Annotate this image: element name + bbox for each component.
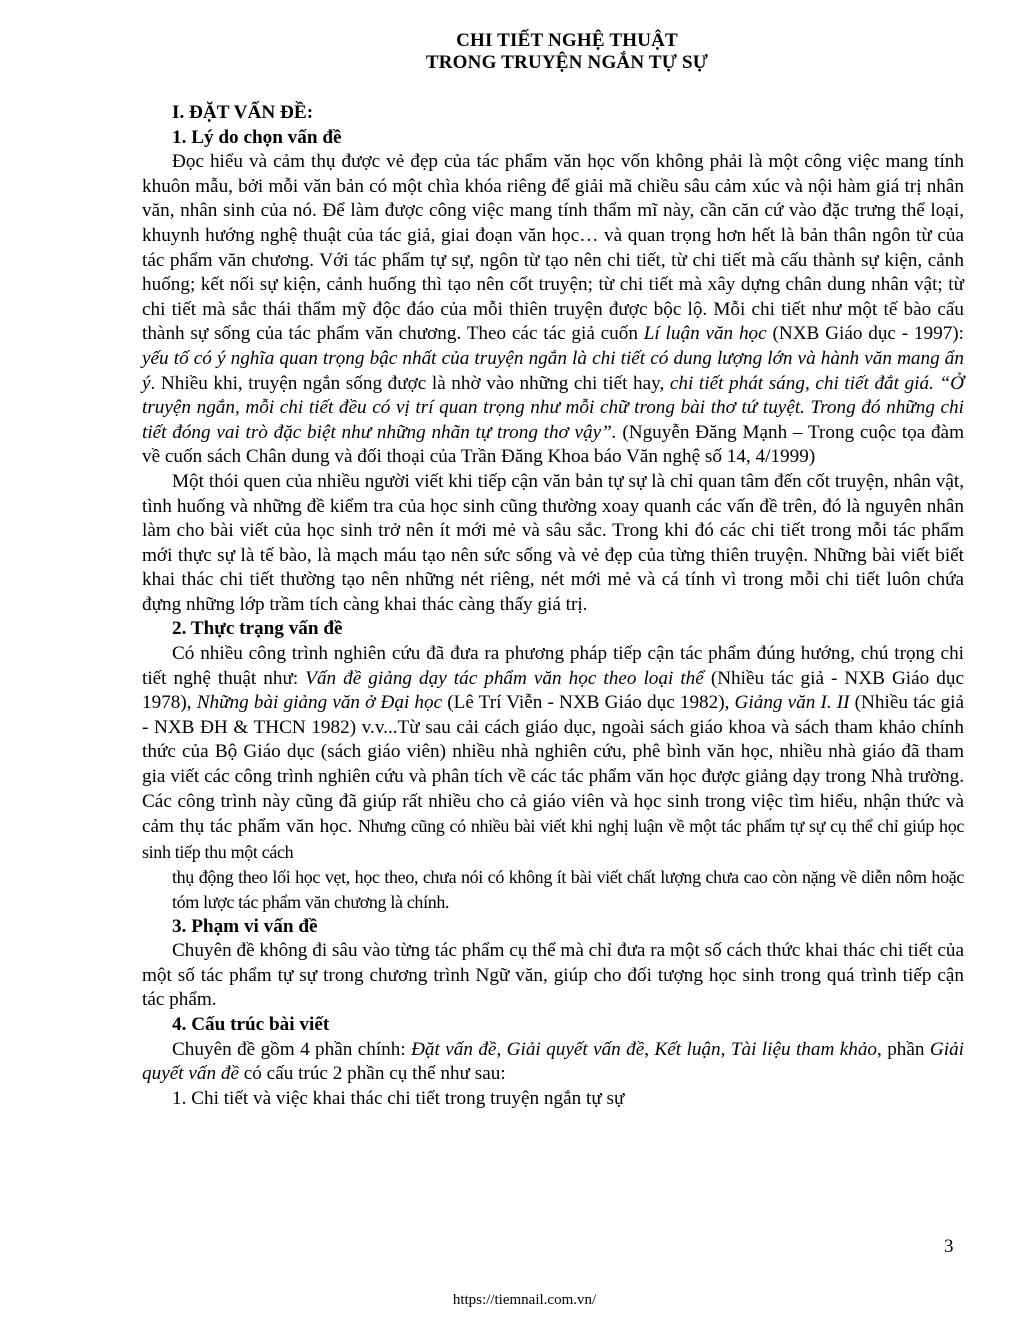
document-title-line-2: TRONG TRUYỆN NGẮN TỰ SỰ	[425, 52, 709, 73]
italic-run: yếu tố có ý nghĩa quan trọng bậc nhất của truyện ngắn là chi tiết có dung lượng lớn và hành văn mang ẩn ý	[142, 347, 964, 394]
italic-run: chi tiết phát sáng, chi tiết đắt giá. “Ở truyện ngắn, mỗi chi tiết đều có vị trí quan trọng như mỗi chữ trong bài thơ tứ tuyệt. Trong đó những chi tiết đóng vai trò đặc biệt như những nhãn tự trong thơ vậy”.	[142, 372, 965, 443]
text-run: có cấu trúc 2 phần cụ thể như sau:	[238, 1063, 506, 1085]
paragraph-6	[142, 1038, 964, 1087]
italic-run: Đặt vấn đề	[411, 1038, 497, 1060]
subsection-heading-4: 4. Cấu trúc bài viết	[172, 1013, 330, 1035]
italic-run: Vấn đề giảng dạy tác phẩm văn học theo loại thể	[305, 667, 704, 689]
paragraph-5: Chuyên đề không đi sâu vào từng tác phẩm cụ thể mà chỉ đưa ra một số cách thức khai thác chi tiết của một số tác phẩm tự sự trong chương trình Ngữ văn, giúp cho đối tượng học sinh trong quá trình tiếp cận tác phẩm.	[142, 940, 964, 1011]
subsection-heading-2: 2. Thực trạng vấn đề	[172, 618, 343, 640]
document-title-line-1: CHI TIẾT NGHỆ THUẬT	[456, 30, 678, 51]
italic-run: Lí luận văn học	[643, 323, 767, 345]
text-run: (Lê Trí Viễn - NXB Giáo dục 1982),	[442, 692, 735, 714]
text-run: Đọc hiểu và cảm thụ được vẻ đẹp của tác phẩm văn học vốn không phải là một công việc mang tính khuôn mẫu, bởi mỗi văn bản có một chìa khóa riêng để giải mã chiều sâu cảm xúc và nội hàm giá trị nhân văn, nhân sinh của nó. Để làm được công việc mang tính thẩm mĩ này, cần căn cứ vào đặc trưng thể loại, khuynh hướng nghệ thuật của tác giả, giai đoạn văn học… và quan trọng hơn hết là bản thân ngôn từ của tác phẩm văn chương. Với tác phẩm tự sự, ngôn từ tạo nên chi tiết, từ chi tiết mà cấu thành sự kiện, cảnh huống; kết nối sự kiện, cảnh huống thì tạo nên cốt truyện; từ chi tiết mà xây dựng chân dung nhân vật; từ chi tiết mà sắc thái thẩm mỹ độc đáo của mỗi thiên truyện được bộc lộ. Mỗi chi tiết như một tế bào cấu thành sự sống của tác phẩm văn chương. Theo các tác giả cuốn	[142, 151, 964, 345]
text-run: Có nhiều công trình nghiên cứu đã đưa ra phương pháp tiếp cận tác phẩm đúng hướng, chú trọng chi tiết nghệ thuật như:	[142, 643, 964, 689]
italic-run: Tài liệu tham khảo	[730, 1038, 878, 1060]
italic-run: Giải quyết vấn đề	[142, 1038, 965, 1085]
paragraph-1	[142, 150, 964, 470]
document-body	[142, 101, 964, 1111]
italic-run: Giảng văn I. II	[734, 692, 850, 714]
italic-run: Kết luận	[654, 1038, 721, 1060]
text-run: ,	[720, 1038, 731, 1060]
footer-url: https://tiemnail.com.vn/	[452, 1292, 597, 1308]
text-run: Chuyên đề gồm 4 phần chính:	[172, 1038, 412, 1060]
text-run: (Nhiều tác giả - NXB Giáo dục 1978),	[142, 667, 964, 714]
text-run: ,	[644, 1038, 655, 1060]
italic-run: Những bài giảng văn ở Đại học	[196, 692, 443, 714]
text-run: (Nhiều tác giả - NXB ĐH & THCN 1982) v.v...Từ sau cải cách giáo dục, ngoài sách giáo khoa và sách tham khảo chính thức của Bộ Giáo dục (sách giáo viên) nhiều nhà nghiên cứu, phê bình văn học, nhiều nhà giáo đã tham gia viết các công trình nghiên cứu và phân tích về các tác phẩm văn học được giảng dạy trong Nhà trường. Các công trình này cũng đã giúp rất nhiều cho cả giáo viên và học sinh trong việc tìm hiểu, nhận thức và cảm thụ tác phẩm văn học.	[142, 692, 964, 838]
paragraph-4: thụ động theo lối học vẹt, học theo, chưa nói có không ít bài viết chất lượng chưa cao còn nặng về diễn nôm hoặc tóm lược tác phẩm văn chương là chính.	[172, 867, 964, 912]
text-run-condensed: Nhưng cũng có nhiều bài viết khi nghị luận về một tác phẩm tự sự cụ thể chỉ giúp học sinh tiếp thu một cách	[142, 816, 964, 862]
text-run: , phần	[877, 1038, 930, 1060]
page-number: 3	[944, 1236, 954, 1257]
italic-run: Giải quyết vấn đề	[506, 1038, 645, 1060]
text-run: (NXB Giáo dục - 1997):	[766, 323, 965, 345]
text-run: ,	[496, 1038, 507, 1060]
text-run: (Nguyễn Đăng Mạnh – Trong cuộc tọa đàm về cuốn sách Chân dung và đối thoại của Trần Đăng Khoa báo Văn nghệ số 14, 4/1999)	[142, 421, 965, 468]
subsection-heading-3: 3. Phạm vi vấn đề	[172, 915, 318, 937]
paragraph-3	[142, 642, 964, 865]
paragraph-2: Một thói quen của nhiều người viết khi tiếp cận văn bản tự sự là chỉ quan tâm đến cốt truyện, nhân vật, tình huống và những đề kiểm tra của học sinh cũng thường xoay quanh các vấn đề trên, đó là nguyên nhân làm cho bài viết của học sinh trở nên ít mới mẻ và sâu sắc. Trong khi đó các chi tiết trong mỗi tác phẩm mới thực sự là tế bào, là mạch máu tạo nên sức sống và vẻ đẹp của từng thiên truyện. Những bài viết biết khai thác chi tiết thường tạo nên những nét riêng, nét mới mẻ và cá tính vì trong mỗi chi tiết luôn chứa đựng những lớp trầm tích càng khai thác càng thấy giá trị.	[142, 470, 964, 615]
paragraph-7: 1. Chi tiết và việc khai thác chi tiết trong truyện ngắn tự sự	[172, 1087, 625, 1109]
text-run: . Nhiều khi, truyện ngắn sống được là nhờ vào những chi tiết hay,	[150, 372, 670, 394]
section-heading-1: I. ĐẶT VẤN ĐỀ:	[172, 102, 314, 123]
subsection-heading-1: 1. Lý do chọn vấn đề	[172, 126, 342, 148]
